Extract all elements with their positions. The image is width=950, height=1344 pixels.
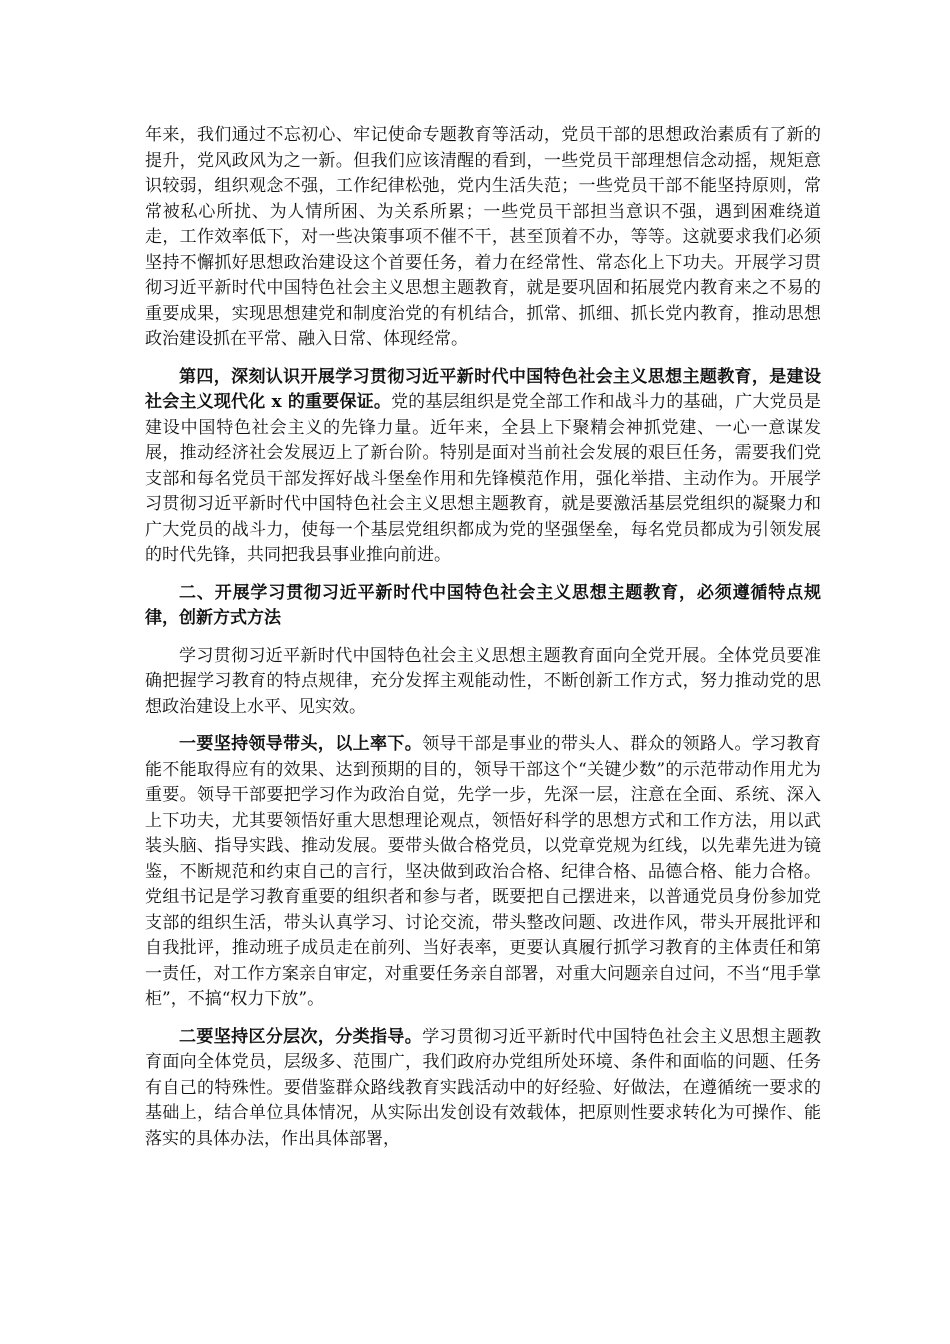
paragraph-point-one bbox=[145, 732, 821, 1013]
document-page bbox=[145, 123, 821, 1164]
paragraph-intro: 学习贯彻习近平新时代中国特色社会主义思想主题教育面向全党开展。全体党员要准确把握学习教育的特点规律，充分发挥主观能动性，不断创新工作方式，努力推动党的思想政治建设上水平、见实效。 bbox=[145, 645, 821, 717]
paragraph-lead-bold: 二要坚持区分层次，分类指导。 bbox=[179, 1026, 423, 1047]
paragraph-lead-bold: 第四，深刻认识开展学习贯彻习近平新时代中国特色社会主义思想主题教育，是建设社会主义现代化 x 的重要保证。 bbox=[145, 366, 821, 412]
paragraph-fourth-point bbox=[145, 365, 821, 569]
section-heading-2: 二、开展学习贯彻习近平新时代中国特色社会主义思想主题教育，必须遵循特点规律，创新方式方法 bbox=[145, 582, 821, 628]
paragraph-body: 领导干部是事业的带头人、群众的领路人。学习教育能不能取得应有的效果、达到预期的目的，领导干部这个“关键少数”的示范带动作用尤为重要。领导干部要把学习作为政治自觉，先学一步，先深一层，注意在全面、系统、深入上下功夫，尤其要领悟好重大思想理论观点，领悟好科学的思想方式和工作方法，用以武装头脑、指导实践、推动发展。要带头做合格党员，以党章党规为红线，以先辈先进为镜鉴，不断规范和约束自己的言行，坚决做到政治合格、纪律合格、品德合格、能力合格。党组书记是学习教育重要的组织者和参与者，既要把自己摆进来，以普通党员身份参加党支部的组织生活，带头认真学习、讨论交流，带头整改问题、改进作风，带头开展批评和自我批评，推动班子成员走在前列、当好表率，更要认真履行抓学习教育的主体责任和第一责任，对工作方案亲自审定，对重要任务亲自部署，对重大问题亲自过问，不当“甩手掌柜”，不搞“权力下放”。 bbox=[145, 734, 822, 1009]
paragraph-lead-bold: 一要坚持领导带头，以上率下。 bbox=[179, 734, 423, 754]
paragraph-body: 党的基层组织是党全部工作和战斗力的基础，广大党员是建设中国特色社会主义的先锋力量。近年来，全县上下聚精会神抓党建、一心一意谋发展，推动经济社会发展迈上了新台阶。特别是面对当前社会发展的艰巨任务，需要我们党支部和每名党员干部发挥好战斗堡垒作用和先锋模范作用，强化举措、主动作为。开展学习贯彻习近平新时代中国特色社会主义思想主题教育，就是要激活基层党组织的凝聚力和广大党员的战斗力，使每一个基层党组织都成为党的坚强堡垒，每名党员都成为引领发展的时代先锋，共同把我县事业推向前进。 bbox=[145, 392, 821, 565]
paragraph-continuation: 年来，我们通过不忘初心、牢记使命专题教育等活动，党员干部的思想政治素质有了新的提升，党风政风为之一新。但我们应该清醒的看到，一些党员干部理想信念动摇，规矩意识较弱，组织观念不强，工作纪律松弛，党内生活失范；一些党员干部不能坚持原则，常常被私心所扰、为人情所困、为关系所累；一些党员干部担当意识不强，遇到困难绕道走，工作效率低下，对一些决策事项不催不干，甚至顶着不办，等等。这就要求我们必须坚持不懈抓好思想政治建设这个首要任务，着力在经常性、常态化上下功夫。开展学习贯彻习近平新时代中国特色社会主义思想主题教育，就是要巩固和拓展党内教育来之不易的重要成果，实现思想建党和制度治党的有机结合，抓常、抓细、抓长党内教育，推动思想政治建设抓在平常、融入日常、体现经常。 bbox=[145, 125, 821, 349]
paragraph-point-two bbox=[145, 1025, 821, 1153]
paragraph-body: 学习贯彻习近平新时代中国特色社会主义思想主题教育面向全体党员，层级多、范围广，我们政府办党组所处环境、条件和面临的问题、任务有自己的特殊性。要借鉴群众路线教育实践活动中的好经验、好做法，在遵循统一要求的基础上，结合单位具体情况，从实际出发创设有效载体，把原则性要求转化为可操作、能落实的具体办法，作出具体部署， bbox=[145, 1026, 822, 1149]
